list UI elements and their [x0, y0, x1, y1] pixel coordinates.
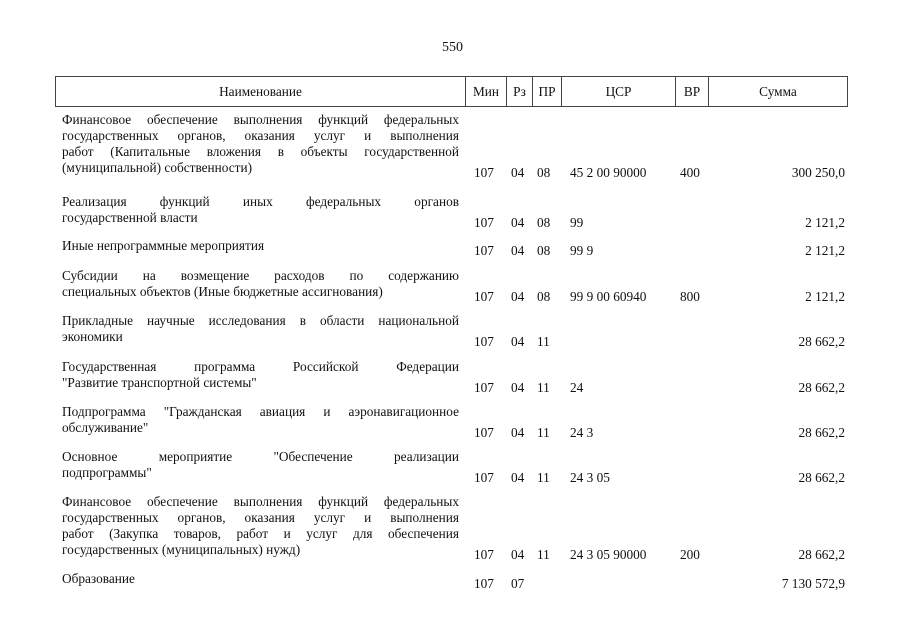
row-csr: 24	[570, 380, 584, 395]
row-sum: 2 121,2	[805, 215, 845, 230]
row-name-line: Подпрограмма "Гражданская авиация и аэронавигационное	[62, 404, 459, 419]
row-pr: 08	[537, 215, 551, 230]
row-pr: 11	[537, 380, 550, 395]
row-name-line: государственных органов, оказания услуг и выполнения	[62, 128, 459, 143]
row-rz: 04	[511, 243, 525, 258]
row-name-line: обслуживание"	[62, 420, 149, 435]
row-csr: 99 9 00 60940	[570, 289, 647, 304]
header-name: Наименование	[219, 84, 302, 99]
row-min: 107	[474, 215, 494, 230]
row-name-line: государственных (муниципальных) нужд)	[62, 542, 301, 557]
row-name-line: Государственная программа Российской Федерации	[62, 359, 459, 374]
row-csr: 45 2 00 90000	[570, 165, 647, 180]
header-csr: ЦСР	[561, 77, 675, 106]
row-name-line: специальных объектов (Иные бюджетные ассигнования)	[62, 284, 383, 299]
row-sum: 28 662,2	[798, 547, 845, 562]
row-name-line: экономики	[62, 329, 123, 344]
row-name-line: "Развитие транспортной системы"	[62, 375, 257, 390]
header-rz: Рз	[506, 77, 532, 106]
row-rz: 04	[511, 165, 525, 180]
row-name-line: Реализация функций иных федеральных органов	[62, 194, 459, 209]
row-pr: 08	[537, 289, 551, 304]
row-min: 107	[474, 289, 494, 304]
row-rz: 04	[511, 289, 525, 304]
row-min: 107	[474, 425, 494, 440]
table-header	[55, 76, 848, 107]
row-csr: 24 3 05	[570, 470, 610, 485]
row-csr: 99	[570, 215, 584, 230]
header-sum: Сумма	[708, 77, 847, 106]
row-name-line: работ (Капитальные вложения в объекты государственной	[62, 144, 459, 159]
row-name-line: подпрограммы"	[62, 465, 152, 480]
header-vr: ВР	[675, 77, 708, 106]
row-sum: 2 121,2	[805, 243, 845, 258]
row-min: 107	[474, 165, 494, 180]
row-sum: 28 662,2	[798, 380, 845, 395]
row-rz: 04	[511, 470, 525, 485]
row-min: 107	[474, 334, 494, 349]
row-name-line: Образование	[62, 571, 135, 586]
row-name-line: Прикладные научные исследования в области национальной	[62, 313, 459, 328]
row-sum: 28 662,2	[798, 470, 845, 485]
row-vr: 800	[680, 289, 700, 304]
row-min: 107	[474, 243, 494, 258]
row-rz: 04	[511, 425, 525, 440]
header-pr: ПР	[532, 77, 561, 106]
row-name-line: Субсидии на возмещение расходов по содержанию	[62, 268, 459, 283]
row-name-line: Иные непрограммные мероприятия	[62, 238, 265, 253]
row-pr: 11	[537, 334, 550, 349]
header-min: Мин	[465, 77, 506, 106]
row-sum: 300 250,0	[791, 165, 845, 180]
row-vr: 200	[680, 547, 700, 562]
row-pr: 08	[537, 165, 551, 180]
row-min: 107	[474, 380, 494, 395]
row-pr: 11	[537, 547, 550, 562]
row-name-line: государственных органов, оказания услуг и выполнения	[62, 510, 459, 525]
row-csr: 99 9	[570, 243, 594, 258]
page-number: 550	[442, 40, 463, 55]
row-min: 107	[474, 576, 494, 591]
row-pr: 08	[537, 243, 551, 258]
row-rz: 07	[511, 576, 525, 591]
row-name-line: Финансовое обеспечение выполнения функций федеральных	[62, 494, 459, 509]
row-pr: 11	[537, 425, 550, 440]
row-sum: 2 121,2	[805, 289, 845, 304]
row-vr: 400	[680, 165, 700, 180]
row-name-line: работ (Закупка товаров, работ и услуг для обеспечения	[62, 526, 459, 541]
row-min: 107	[474, 547, 494, 562]
row-name-line: Финансовое обеспечение выполнения функций федеральных	[62, 112, 459, 127]
row-sum: 28 662,2	[798, 334, 845, 349]
row-sum: 7 130 572,9	[781, 576, 845, 591]
row-csr: 24 3	[570, 425, 594, 440]
row-rz: 04	[511, 547, 525, 562]
row-name-line: Основное мероприятие "Обеспечение реализации	[62, 449, 459, 464]
row-min: 107	[474, 470, 494, 485]
row-rz: 04	[511, 334, 525, 349]
row-pr: 11	[537, 470, 550, 485]
row-rz: 04	[511, 380, 525, 395]
row-name-line: государственной власти	[62, 210, 198, 225]
row-sum: 28 662,2	[798, 425, 845, 440]
row-name-line: (муниципальной) собственности)	[62, 160, 253, 175]
row-rz: 04	[511, 215, 525, 230]
row-csr: 24 3 05 90000	[570, 547, 647, 562]
